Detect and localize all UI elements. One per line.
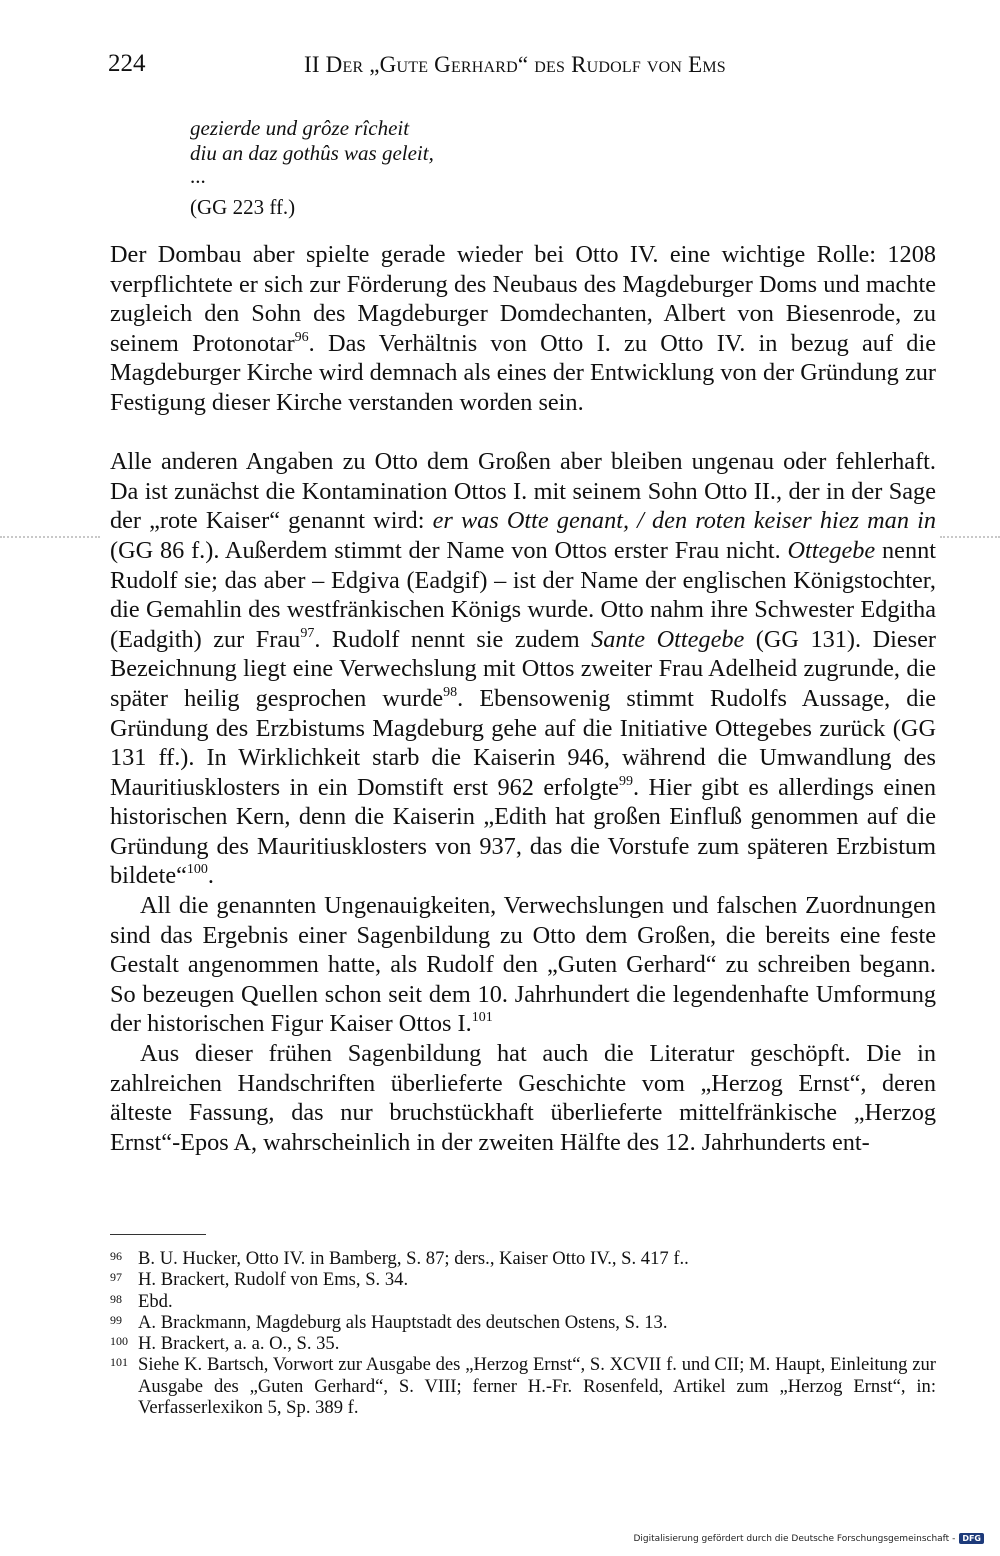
footnote-text: Ebd.: [138, 1290, 173, 1312]
footer-text: Digitalisierung gefördert durch die Deutsche Forschungsgemeinschaft -: [633, 1533, 956, 1544]
footnote: [110, 1333, 936, 1354]
quotation: er was Otte genant, / den roten keiser hiez man in: [432, 507, 936, 535]
page-header: [108, 50, 936, 86]
page-number: 224: [108, 50, 146, 77]
scan-artifact-dots: [940, 536, 1000, 538]
footnote: [110, 1354, 936, 1418]
footnote-marker[interactable]: 101: [471, 1010, 493, 1026]
footnote-text: Siehe K. Bartsch, Vorwort zur Ausgabe des „Herzog Ernst“, S. XCVII f. und CII; M. Haupt, Einleitung zur Ausgabe des „Guten Gerhard“, S. VIII; ferner H.-Fr. Rosenfeld, Artikel zum „Herzog Ernst“, in: Verfasserlexikon 5, Sp. 389 f.: [138, 1354, 936, 1419]
footnote-text: A. Brackmann, Magdeburg als Hauptstadt des deutschen Ostens, S. 13.: [138, 1311, 668, 1333]
verse-quotation: [190, 116, 690, 220]
footnote-number: 101: [110, 1355, 128, 1370]
verse-line: diu an daz gothûs was geleit,: [190, 141, 434, 165]
paragraph: Der Dombau aber spielte gerade wieder bei Otto IV. eine wichtige Rolle: 1208 verpflichtete er sich zur Förderung des Neubaus des Magdeburger Doms und machte zugleich den Sohn des Magdeburger Domdechanten, Albert von Biesenrode, zu seinem Protonotar$^{96}$. Das Verhältnis von Otto I. zu Otto IV. in bezug auf die Magdeburger Kirche wird demnach als eines der Entwicklung von der Gründung zur Festigung dieser Kirche verstanden worden sein.: [110, 241, 936, 416]
paragraph: Aus dieser frühen Sagenbildung hat auch die Literatur geschöpft. Die in zahlreichen Handschriften überlieferte Geschichte vom „Herzog Ernst“, deren älteste Fassung, das nur bruchstückhaft überlieferte mittelfränkische „Herzog Ernst“-Epos A, wahrscheinlich in der zweiten Hälfte des 12. Jahrhunderts ent-: [110, 1040, 936, 1156]
footnote-text: H. Brackert, a. a. O., S. 35.: [138, 1333, 340, 1355]
footnotes: [110, 1248, 936, 1418]
footnote-marker[interactable]: 97: [300, 625, 315, 641]
paragraph: Alle anderen Angaben zu Otto dem Großen aber bleiben ungenau oder fehlerhaft. Da ist zunächst die Kontamination Ottos I. mit seinem Sohn Otto II., der in der Sage der „rote Kaiser“ genannt wird: er was Otte genant, / den roten keiser hiez man in (GG 86 f.). Außerdem stimmt der Name von Ottos erster Frau nicht. Ottegebe nennt Rudolf sie; das aber – Edgiva (Eadgif) – ist der Name der englischen Königstochter, die Gemahlin des westfränkischen Königs wurde. Otto nahm ihre Schwester Edgitha (Eadgith) zur Frau$^{97}$. Rudolf nennt sie zudem Sante Ottegebe (GG 131). Dieser Bezeichnung liegt eine Verwechslung mit Ottos zweiter Frau Adelheid zugrunde, die später heilig gesprochen wurde$^{98}$. Ebensowenig stimmt Rudolfs Aussage, die Gründung des Erzbistums Magdeburg gehe auf die Initiative Ottegebes zurück (GG 131 ff.). In Wirklichkeit starb die Kaiserin 946, während die Umwandlung des Mauritiusklosters in ein Domstift erst 962 erfolgte$^{99}$. Hier gibt es allerdings einen historischen Kern, denn die Kaiserin „Edith hat großen Einfluß genommen auf die Gründung des Mauritiusklosters von 937, das die Vorstufe zum späteren Erzbistum bildete“$^{100}$.: [110, 448, 936, 890]
footnote-number: 96: [110, 1249, 122, 1263]
dfg-logo: DFG: [959, 1533, 984, 1544]
footnote-marker[interactable]: 99: [618, 773, 633, 789]
footnote-text: H. Brackert, Rudolf von Ems, S. 34.: [138, 1269, 409, 1291]
body-text: [110, 240, 936, 1157]
running-head: II Der „Gute Gerhard“ des Rudolf von Ems: [304, 52, 726, 77]
digitization-footer: [633, 1533, 984, 1544]
footnote: [110, 1248, 936, 1269]
footnote-text: B. U. Hucker, Otto IV. in Bamberg, S. 87; ders., Kaiser Otto IV., S. 417 f..: [138, 1248, 689, 1269]
footnote: [110, 1269, 936, 1290]
footnote-marker[interactable]: 96: [294, 329, 309, 345]
footnote-marker[interactable]: 100: [186, 862, 208, 878]
verse-ellipsis: ...: [190, 164, 206, 188]
footnote-separator: [110, 1234, 206, 1235]
footnote: [110, 1291, 936, 1312]
footnote-number: 100: [110, 1334, 128, 1349]
verse-line: gezierde und grôze rîcheit: [190, 116, 410, 140]
paragraph: All die genannten Ungenauigkeiten, Verwechslungen und falschen Zuordnungen sind das Ergebnis einer Sagenbildung zu Otto dem Großen, die bereits eine feste Gestalt angenommen hatte, als Rudolf den „Guten Gerhard“ zu schreiben begann. So bezeugen Quellen schon seit dem 10. Jahrhundert die legendenhafte Umformung der historischen Figur Kaiser Ottos I.$^{101}$: [110, 892, 936, 1038]
name-emphasis: Sante Ottegebe: [591, 625, 745, 653]
verse-reference: (GG 223 ff.): [190, 195, 296, 219]
footnote-number: 97: [110, 1270, 122, 1285]
footnote-number: 99: [110, 1312, 122, 1327]
footnote-marker[interactable]: 98: [443, 684, 458, 700]
scan-artifact-dots: [0, 536, 100, 538]
name-emphasis: Ottegebe: [787, 536, 876, 564]
footnote-number: 98: [110, 1291, 122, 1306]
footnote: [110, 1312, 936, 1333]
